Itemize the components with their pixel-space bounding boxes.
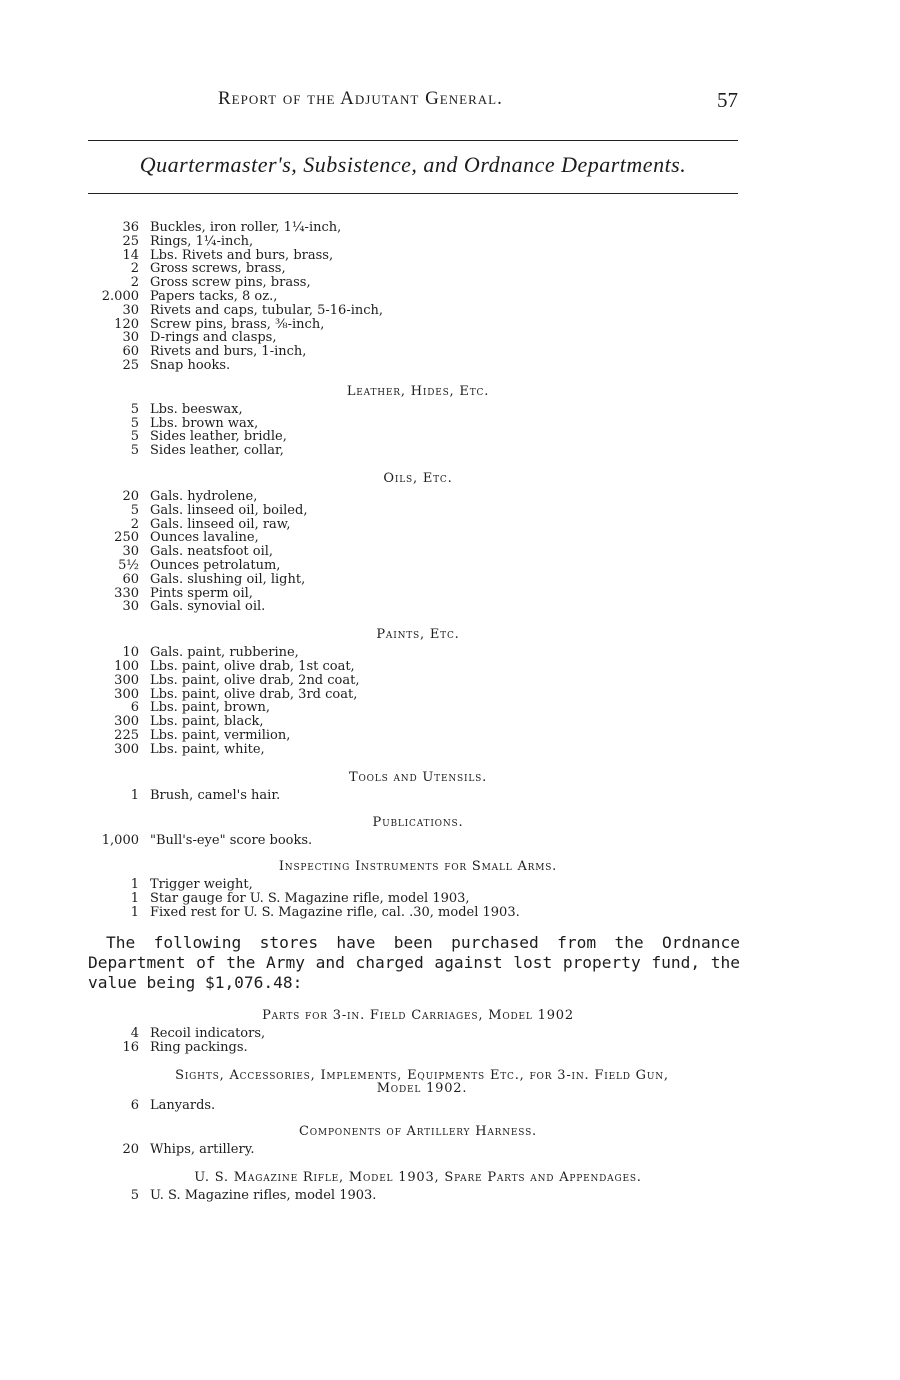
item-quantity: 5	[130, 1187, 139, 1203]
item-description: Screw pins, brass, ⅜-inch,	[150, 316, 325, 332]
list-item	[88, 1143, 748, 1157]
item-quantity: 2	[130, 516, 139, 532]
list-item	[88, 701, 748, 715]
item-description: Lbs. beeswax,	[150, 401, 243, 417]
item-description: Rings, 1¼-inch,	[150, 233, 254, 249]
item-description: Lbs. brown wax,	[150, 415, 259, 431]
list-item	[88, 276, 748, 290]
item-description: Sides leather, collar,	[150, 443, 284, 459]
purchase-paragraph: The following stores have been purchased from the Ordnance Department of the Army and charged against lost property fund, the value being $1,076.48:	[88, 933, 740, 993]
list-item	[88, 318, 748, 332]
list-item	[88, 1027, 748, 1041]
item-quantity: 25	[122, 233, 139, 249]
item-quantity: 2.000	[101, 288, 139, 304]
list-item	[88, 789, 748, 803]
item-description: Pints sperm oil,	[150, 585, 253, 601]
section-heading-instruments: Inspecting Instruments for Small Arms.	[278, 859, 558, 875]
item-description: U. S. Magazine rifles, model 1903.	[150, 1187, 377, 1203]
running-head: Report of the Adjutant General.	[218, 88, 503, 109]
item-description: Trigger weight,	[150, 877, 253, 893]
list-item	[88, 430, 748, 444]
list-item	[88, 878, 748, 892]
item-description: Whips, artillery.	[150, 1141, 255, 1157]
item-description: Lbs. paint, olive drab, 3rd coat,	[150, 686, 358, 702]
item-quantity: 60	[122, 571, 139, 587]
item-description: Fixed rest for U. S. Magazine rifle, cal. .30, model 1903.	[150, 904, 520, 920]
list-item	[88, 688, 748, 702]
list-item	[88, 834, 748, 848]
item-quantity: 1	[130, 890, 139, 906]
item-description: Ring packings.	[150, 1040, 248, 1056]
document-body	[88, 221, 748, 1202]
item-quantity: 300	[114, 686, 139, 702]
list-item	[88, 304, 748, 318]
list-item	[88, 587, 748, 601]
list-item	[88, 1041, 748, 1055]
item-description: Lbs. paint, olive drab, 1st coat,	[150, 658, 355, 674]
item-description: Gals. linseed oil, raw,	[150, 516, 291, 532]
item-quantity: 30	[122, 544, 139, 560]
section-heading-publications: Publications.	[372, 815, 464, 831]
item-quantity: 20	[122, 1141, 139, 1157]
item-quantity: 6	[130, 1098, 139, 1114]
list-item	[88, 674, 748, 688]
item-description: Recoil indicators,	[150, 1026, 266, 1042]
list-item	[88, 221, 748, 235]
item-quantity: 10	[122, 645, 139, 661]
list-item	[88, 545, 748, 559]
item-quantity: 5½	[118, 557, 139, 573]
item-quantity: 120	[114, 316, 139, 332]
list-item	[88, 600, 748, 614]
item-quantity: 30	[122, 302, 139, 318]
item-description: Gals. slushing oil, light,	[150, 571, 306, 587]
item-quantity: 300	[114, 714, 139, 730]
header-rule-top	[88, 140, 738, 141]
list-item	[88, 892, 748, 906]
section-hardware	[88, 221, 748, 373]
list-item	[88, 490, 748, 504]
section-heading-tools: Tools and Utensils.	[348, 769, 488, 785]
item-quantity: 1	[130, 877, 139, 893]
list-item	[88, 906, 748, 920]
item-description: Gals. linseed oil, boiled,	[150, 502, 308, 518]
section-heading-leather: Leather, Hides, Etc.	[346, 383, 490, 399]
item-description: Gals. neatsfoot oil,	[150, 544, 274, 560]
list-item	[88, 729, 748, 743]
item-quantity: 100	[114, 658, 139, 674]
item-description: Lbs. paint, olive drab, 2nd coat,	[150, 672, 360, 688]
item-description: Gals. synovial oil.	[150, 599, 266, 615]
item-quantity: 6	[130, 700, 139, 716]
item-quantity: 1	[130, 787, 139, 803]
item-description: Lbs. Rivets and burs, brass,	[150, 247, 334, 263]
item-quantity: 60	[122, 344, 139, 360]
item-quantity: 30	[122, 599, 139, 615]
section-carriages	[88, 1027, 748, 1055]
item-description: Lbs. paint, brown,	[150, 700, 270, 716]
page-number: 57	[717, 88, 738, 112]
item-quantity: 16	[122, 1040, 139, 1056]
item-description: Rivets and burs, 1-inch,	[150, 344, 307, 360]
list-item	[88, 646, 748, 660]
item-quantity: 4	[130, 1026, 139, 1042]
item-description: Brush, camel's hair.	[150, 787, 281, 803]
item-description: Gross screws, brass,	[150, 261, 286, 277]
item-quantity: 300	[114, 672, 139, 688]
page-header	[88, 88, 738, 114]
sights-heading-line1: Sights, Accessories, Implements, Equipments Etc., for 3-in. Field Gun,	[175, 1068, 669, 1084]
item-description: Lbs. paint, white,	[150, 741, 265, 757]
list-item	[88, 573, 748, 587]
list-item	[88, 345, 748, 359]
section-leather	[88, 403, 748, 458]
section-heading-paints: Paints, Etc.	[376, 627, 460, 643]
list-item	[88, 1189, 748, 1203]
item-description: D-rings and clasps,	[150, 330, 277, 346]
item-quantity: 5	[130, 502, 139, 518]
section-publications	[88, 834, 748, 848]
list-item	[88, 660, 748, 674]
section-heading-harness: Components of Artillery Harness.	[299, 1123, 537, 1139]
list-item	[88, 290, 748, 304]
item-quantity: 5	[130, 443, 139, 459]
list-item	[88, 249, 748, 263]
item-description: Gals. paint, rubberine,	[150, 645, 299, 661]
section-harness	[88, 1143, 748, 1157]
section-paints	[88, 646, 748, 756]
item-quantity: 20	[122, 488, 139, 504]
list-item	[88, 531, 748, 545]
section-heading-oils: Oils, Etc.	[383, 470, 453, 486]
section-tools	[88, 789, 748, 803]
list-item	[88, 518, 748, 532]
section-heading-sights	[84, 1069, 760, 1095]
item-quantity: 1	[130, 904, 139, 920]
item-description: Buckles, iron roller, 1¼-inch,	[150, 220, 342, 235]
list-item	[88, 417, 748, 431]
item-description: Lbs. paint, black,	[150, 714, 264, 730]
list-item	[88, 235, 748, 249]
item-quantity: 2	[130, 261, 139, 277]
item-quantity: 250	[114, 530, 139, 546]
list-item	[88, 262, 748, 276]
department-title: Quartermaster's, Subsistence, and Ordnance Departments.	[139, 152, 687, 177]
item-description: Lbs. paint, vermilion,	[150, 727, 291, 743]
item-quantity: 25	[122, 357, 139, 373]
item-description: Gross screw pins, brass,	[150, 275, 311, 291]
item-description: Sides leather, bridle,	[150, 429, 287, 445]
item-description: Ounces petrolatum,	[150, 557, 281, 573]
list-item	[88, 559, 748, 573]
item-quantity: 2	[130, 275, 139, 291]
list-item	[88, 743, 748, 757]
item-quantity: 1,000	[101, 833, 139, 849]
item-description: Rivets and caps, tubular, 5-16-inch,	[150, 302, 384, 318]
item-description: Lanyards.	[150, 1098, 216, 1114]
item-description: Ounces lavaline,	[150, 530, 259, 546]
item-description: Gals. hydrolene,	[150, 488, 258, 504]
list-item	[88, 359, 748, 373]
section-heading-carriages: Parts for 3-in. Field Carriages, Model 1902	[262, 1008, 574, 1024]
section-oils	[88, 490, 748, 614]
item-description: "Bull's-eye" score books.	[150, 833, 313, 849]
list-item	[88, 1099, 748, 1113]
item-quantity: 225	[114, 727, 139, 743]
item-quantity: 300	[114, 741, 139, 757]
item-quantity: 330	[114, 585, 139, 601]
item-description: Papers tacks, 8 oz.,	[150, 288, 278, 304]
list-item	[88, 715, 748, 729]
section-rifle	[88, 1189, 748, 1203]
sights-heading-line2: Model 1902.	[376, 1081, 468, 1097]
item-quantity: 14	[122, 247, 139, 263]
section-heading-rifle: U. S. Magazine Rifle, Model 1903, Spare Parts and Appendages.	[194, 1169, 642, 1185]
section-instruments	[88, 878, 748, 919]
list-item	[88, 444, 748, 458]
list-item	[88, 504, 748, 518]
list-item	[88, 403, 748, 417]
item-description: Snap hooks.	[150, 357, 231, 373]
item-quantity: 30	[122, 330, 139, 346]
section-sights	[88, 1099, 748, 1113]
item-quantity: 5	[130, 429, 139, 445]
list-item	[88, 331, 748, 345]
item-quantity: 36	[122, 220, 139, 235]
item-quantity: 5	[130, 401, 139, 417]
item-description: Star gauge for U. S. Magazine rifle, model 1903,	[150, 890, 470, 906]
header-rule-bottom	[88, 193, 738, 194]
item-quantity: 5	[130, 415, 139, 431]
